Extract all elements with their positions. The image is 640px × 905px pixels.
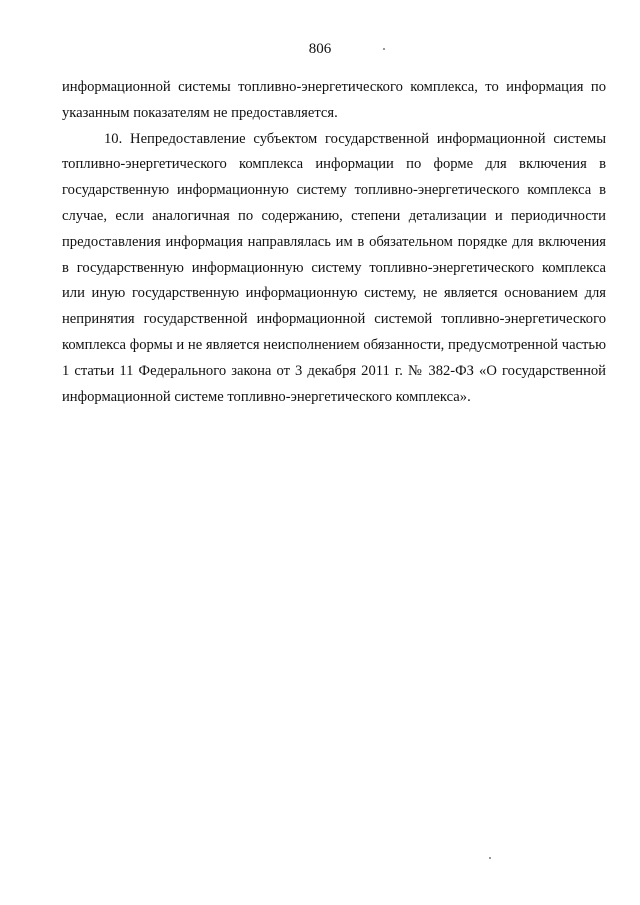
document-body: [62, 75, 606, 410]
scan-speck: [489, 857, 491, 859]
page-number: 806: [308, 41, 332, 57]
paragraph-item-10: 10. Непредоставление субъектом государственной информационной системы топливно-энергетического комплекса информации по форме для включения в государственную информационную систему топливно-энергетического комплекса в случае, если аналогичная по содержанию, степени детализации и периодичности предоставления информация направлялась им в обязательном порядке для включения в государственную информационную систему топливно-энергетического комплекса или иную государственную информационную систему, не является основанием для непринятия государственной информационной системой топливно-энергетического комплекса формы и не является неисполнением обязанности, предусмотренной частью 1 статьи 11 Федерального закона от 3 декабря 2011 г. № 382-ФЗ «О государственной информационной системе топливно-энергетического комплекса».: [62, 130, 606, 405]
paragraph-continuation: информационной системы топливно-энергетического комплекса, то информация по указанным показателям не предоставляется.: [62, 79, 606, 121]
scan-speck: [383, 48, 385, 50]
